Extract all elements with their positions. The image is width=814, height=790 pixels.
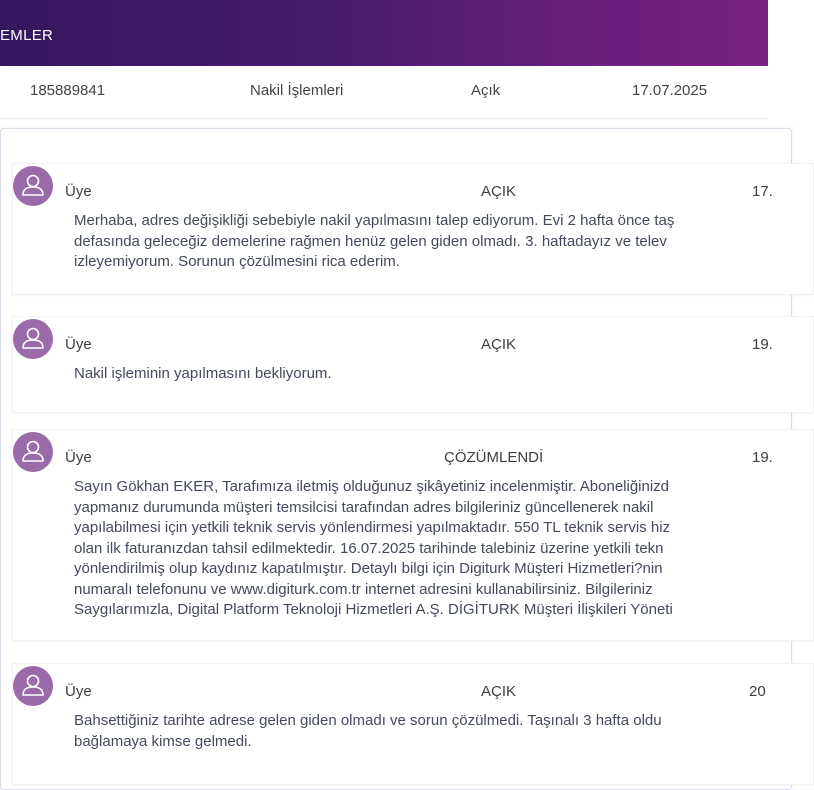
- user-avatar-icon: [13, 432, 53, 472]
- message-body: [74, 477, 814, 621]
- message-author: Üye: [65, 183, 92, 200]
- message-line: defasında geleceğiz demelerine rağmen henüz gelen giden olmadı. 3. haftadayız ve telev: [74, 232, 667, 250]
- message-card: [12, 163, 814, 295]
- message-line: numaralı telefonunu ve www.digiturk.com.tr internet adresini kullanabilirsiniz. Bilgileriniz: [74, 580, 653, 598]
- message-line: yapılabilmesi için yetkili teknik servis yönlendirmesi yapılmaktadır. 550 TL teknik servis hiz: [74, 519, 671, 536]
- user-avatar-icon: [13, 666, 53, 706]
- message-date: 19.: [752, 449, 773, 466]
- message-status: AÇIK: [481, 683, 517, 700]
- message-author: Üye: [65, 336, 92, 353]
- message-card: [12, 429, 814, 641]
- user-avatar-icon: [13, 166, 53, 206]
- message-card: [12, 316, 814, 413]
- message-body: [74, 711, 814, 752]
- message-date: 19.: [752, 336, 773, 353]
- message-line: Merhaba, adres değişikliği sebebiyle nakil yapılmasını talep ediyorum. Evi 2 hafta önce taş: [74, 212, 675, 229]
- message-status: ÇÖZÜMLENDİ: [444, 449, 544, 466]
- message-line: Saygılarımızla, Digital Platform Teknoloji Hizmetleri A.Ş. DİGİTURK Müşteri İlişkileri Yöneti: [74, 601, 673, 618]
- message-line: bağlamaya kimse gelmedi.: [74, 732, 252, 750]
- message-status: AÇIK: [481, 183, 517, 200]
- message-author: Üye: [65, 449, 92, 466]
- message-line: Sayın Gökhan EKER, Tarafımıza iletmiş olduğunuz şikâyetiniz incelenmiştir. Aboneliğinizd: [74, 478, 670, 495]
- ticket-status: Açık: [471, 82, 501, 99]
- page-header: [0, 0, 768, 66]
- message-date: 17.: [752, 183, 773, 200]
- ticket-summary-row[interactable]: [0, 66, 768, 119]
- message-line: yönlendirilmiş olup kaydınız kapatılmıştır. Detaylı bilgi için Digiturk Müşteri Hizmetleri?nin: [74, 560, 663, 577]
- message-status: AÇIK: [481, 336, 517, 353]
- page-title: EMLER: [0, 27, 54, 44]
- message-card: [12, 663, 814, 785]
- message-line: Nakil işleminin yapılmasını bekliyorum.: [74, 365, 332, 382]
- message-author: Üye: [65, 683, 92, 700]
- message-date: 20: [749, 683, 766, 700]
- message-line: olan ilk faturanızdan tahsil edilmektedir. 16.07.2025 tarihinde talebiniz üzerine yetkili tekn: [74, 539, 664, 557]
- ticket-date: 17.07.2025: [632, 82, 708, 99]
- ticket-category: Nakil İşlemleri: [250, 82, 344, 99]
- ticket-number: 185889841: [30, 82, 106, 99]
- message-body: [74, 364, 814, 385]
- user-avatar-icon: [13, 319, 53, 359]
- message-line: yapmanız durumunda müşteri temsilcisi tarafından adres bilgileriniz güncellenerek nakil: [74, 498, 654, 516]
- message-line: izleyemiyorum. Sorunun çözülmesini rica ederim.: [74, 253, 400, 270]
- message-line: Bahsettiğiniz tarihte adrese gelen giden olmadı ve sorun çözülmedi. Taşınalı 3 hafta oldu: [74, 712, 662, 729]
- message-body: [74, 211, 814, 273]
